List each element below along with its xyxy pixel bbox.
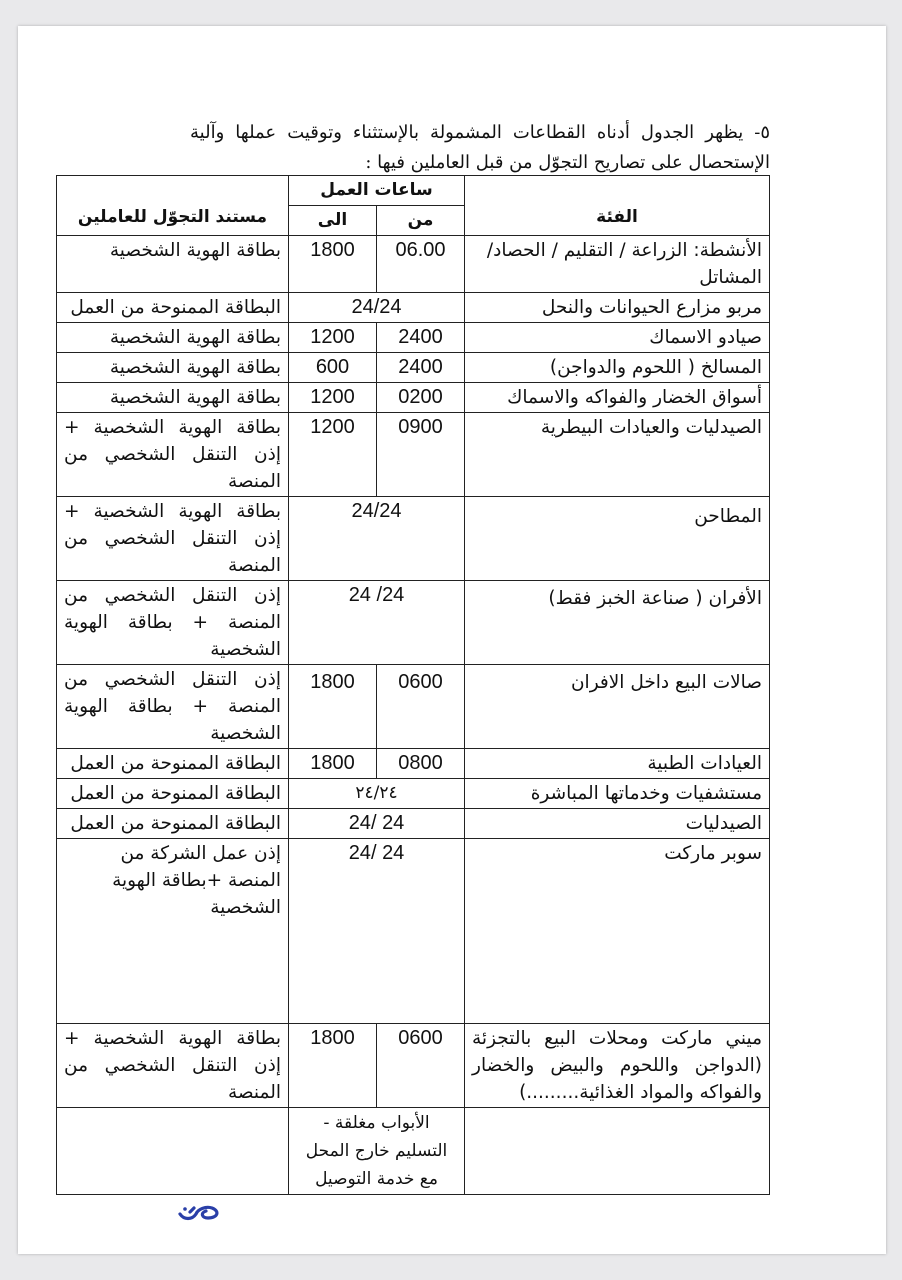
table-row — [57, 839, 770, 1024]
row-category: العيادات الطبية — [465, 749, 770, 779]
row-document: بطاقة الهوية الشخصية — [57, 383, 289, 413]
row-from: 0600 — [377, 1024, 465, 1108]
row-hours: 24 /24 — [289, 839, 465, 1024]
table-row — [57, 581, 770, 665]
header-document: مستند التجوّل للعاملين — [57, 176, 289, 236]
row-category: مربو مزارع الحيوانات والنحل — [465, 293, 770, 323]
row-from: 0900 — [377, 413, 465, 497]
table-row — [57, 293, 770, 323]
row-document: إذن عمل الشركة من المنصة +بطاقة الهوية الشخصية — [57, 839, 289, 1024]
row-to: 1800 — [289, 665, 377, 749]
row-document: بطاقة الهوية الشخصية + إذن التنقل الشخصي من المنصة — [57, 413, 289, 497]
row-to: 600 — [289, 353, 377, 383]
row-category: ميني ماركت ومحلات البيع بالتجزئة (الدواجن واللحوم والبيض والخضار والفواكه والمواد الغذائية.........) — [465, 1024, 770, 1108]
row-document: بطاقة الهوية الشخصية — [57, 236, 289, 293]
row-category: سوبر ماركت — [465, 839, 770, 1024]
row-category — [465, 1108, 770, 1195]
row-from: 2400 — [377, 323, 465, 353]
row-hours: 24/24 — [289, 293, 465, 323]
row-to: 1200 — [289, 383, 377, 413]
table-row — [57, 236, 770, 293]
header-to: الى — [289, 206, 377, 236]
table-row — [57, 323, 770, 353]
table-row — [57, 497, 770, 581]
row-to: 1200 — [289, 413, 377, 497]
row-from: 06.00 — [377, 236, 465, 293]
row-document: بطاقة الهوية الشخصية + إذن التنقل الشخصي من المنصة — [57, 497, 289, 581]
row-category: صيادو الاسماك — [465, 323, 770, 353]
row-hours: الأبواب مغلقة - التسليم خارج المحل مع خدمة التوصيل — [289, 1108, 465, 1195]
row-document: البطاقة الممنوحة من العمل — [57, 779, 289, 809]
row-hours: 24/ 24 — [289, 581, 465, 665]
row-document: بطاقة الهوية الشخصية — [57, 353, 289, 383]
row-document: إذن التنقل الشخصي من المنصة + بطاقة الهوية الشخصية — [57, 581, 289, 665]
row-document — [57, 1108, 289, 1195]
row-document: البطاقة الممنوحة من العمل — [57, 749, 289, 779]
table-row — [57, 1024, 770, 1108]
section-heading: ٥- يظهر الجدول أدناه القطاعات المشمولة بالإستثناء وتوقيت عملها وآلية الإستحصال على تصاريح التجوّل من قبل العاملين فيها : — [190, 122, 770, 173]
row-from: 2400 — [377, 353, 465, 383]
row-document: البطاقة الممنوحة من العمل — [57, 809, 289, 839]
table-row — [57, 779, 770, 809]
row-category: المسالخ ( اللحوم والدواجن) — [465, 353, 770, 383]
table-row — [57, 383, 770, 413]
table-row — [57, 413, 770, 497]
table-row — [57, 749, 770, 779]
row-category: مستشفيات وخدماتها المباشرة — [465, 779, 770, 809]
row-from: 0800 — [377, 749, 465, 779]
table-row — [57, 353, 770, 383]
row-category: أسواق الخضار والفواكه والاسماك — [465, 383, 770, 413]
row-category: المطاحن — [465, 497, 770, 581]
row-category: الأنشطة: الزراعة / التقليم / الحصاد/ المشاتل — [465, 236, 770, 293]
row-document: بطاقة الهوية الشخصية — [57, 323, 289, 353]
row-category: صالات البيع داخل الافران — [465, 665, 770, 749]
header-category: الفئة — [465, 176, 770, 236]
row-document: إذن التنقل الشخصي من المنصة + بطاقة الهوية الشخصية — [57, 665, 289, 749]
row-to: 1800 — [289, 236, 377, 293]
exemptions-table — [56, 175, 770, 1195]
header-hours: ساعات العمل — [289, 176, 465, 206]
row-hours: ٢٤/٢٤ — [289, 779, 465, 809]
row-category: الصيدليات والعيادات البيطرية — [465, 413, 770, 497]
row-category: الصيدليات — [465, 809, 770, 839]
signature-mark — [176, 1196, 232, 1226]
table-row — [57, 809, 770, 839]
row-document: البطاقة الممنوحة من العمل — [57, 293, 289, 323]
header-from: من — [377, 206, 465, 236]
table-row — [57, 665, 770, 749]
row-from: 0600 — [377, 665, 465, 749]
row-hours: 24/24 — [289, 497, 465, 581]
row-to: 1800 — [289, 749, 377, 779]
row-to: 1200 — [289, 323, 377, 353]
row-document: بطاقة الهوية الشخصية + إذن التنقل الشخصي من المنصة — [57, 1024, 289, 1108]
row-category: الأفران ( صناعة الخبز فقط) — [465, 581, 770, 665]
row-to: 1800 — [289, 1024, 377, 1108]
table-row — [57, 1108, 770, 1195]
row-from: 0200 — [377, 383, 465, 413]
row-hours: 24 /24 — [289, 809, 465, 839]
